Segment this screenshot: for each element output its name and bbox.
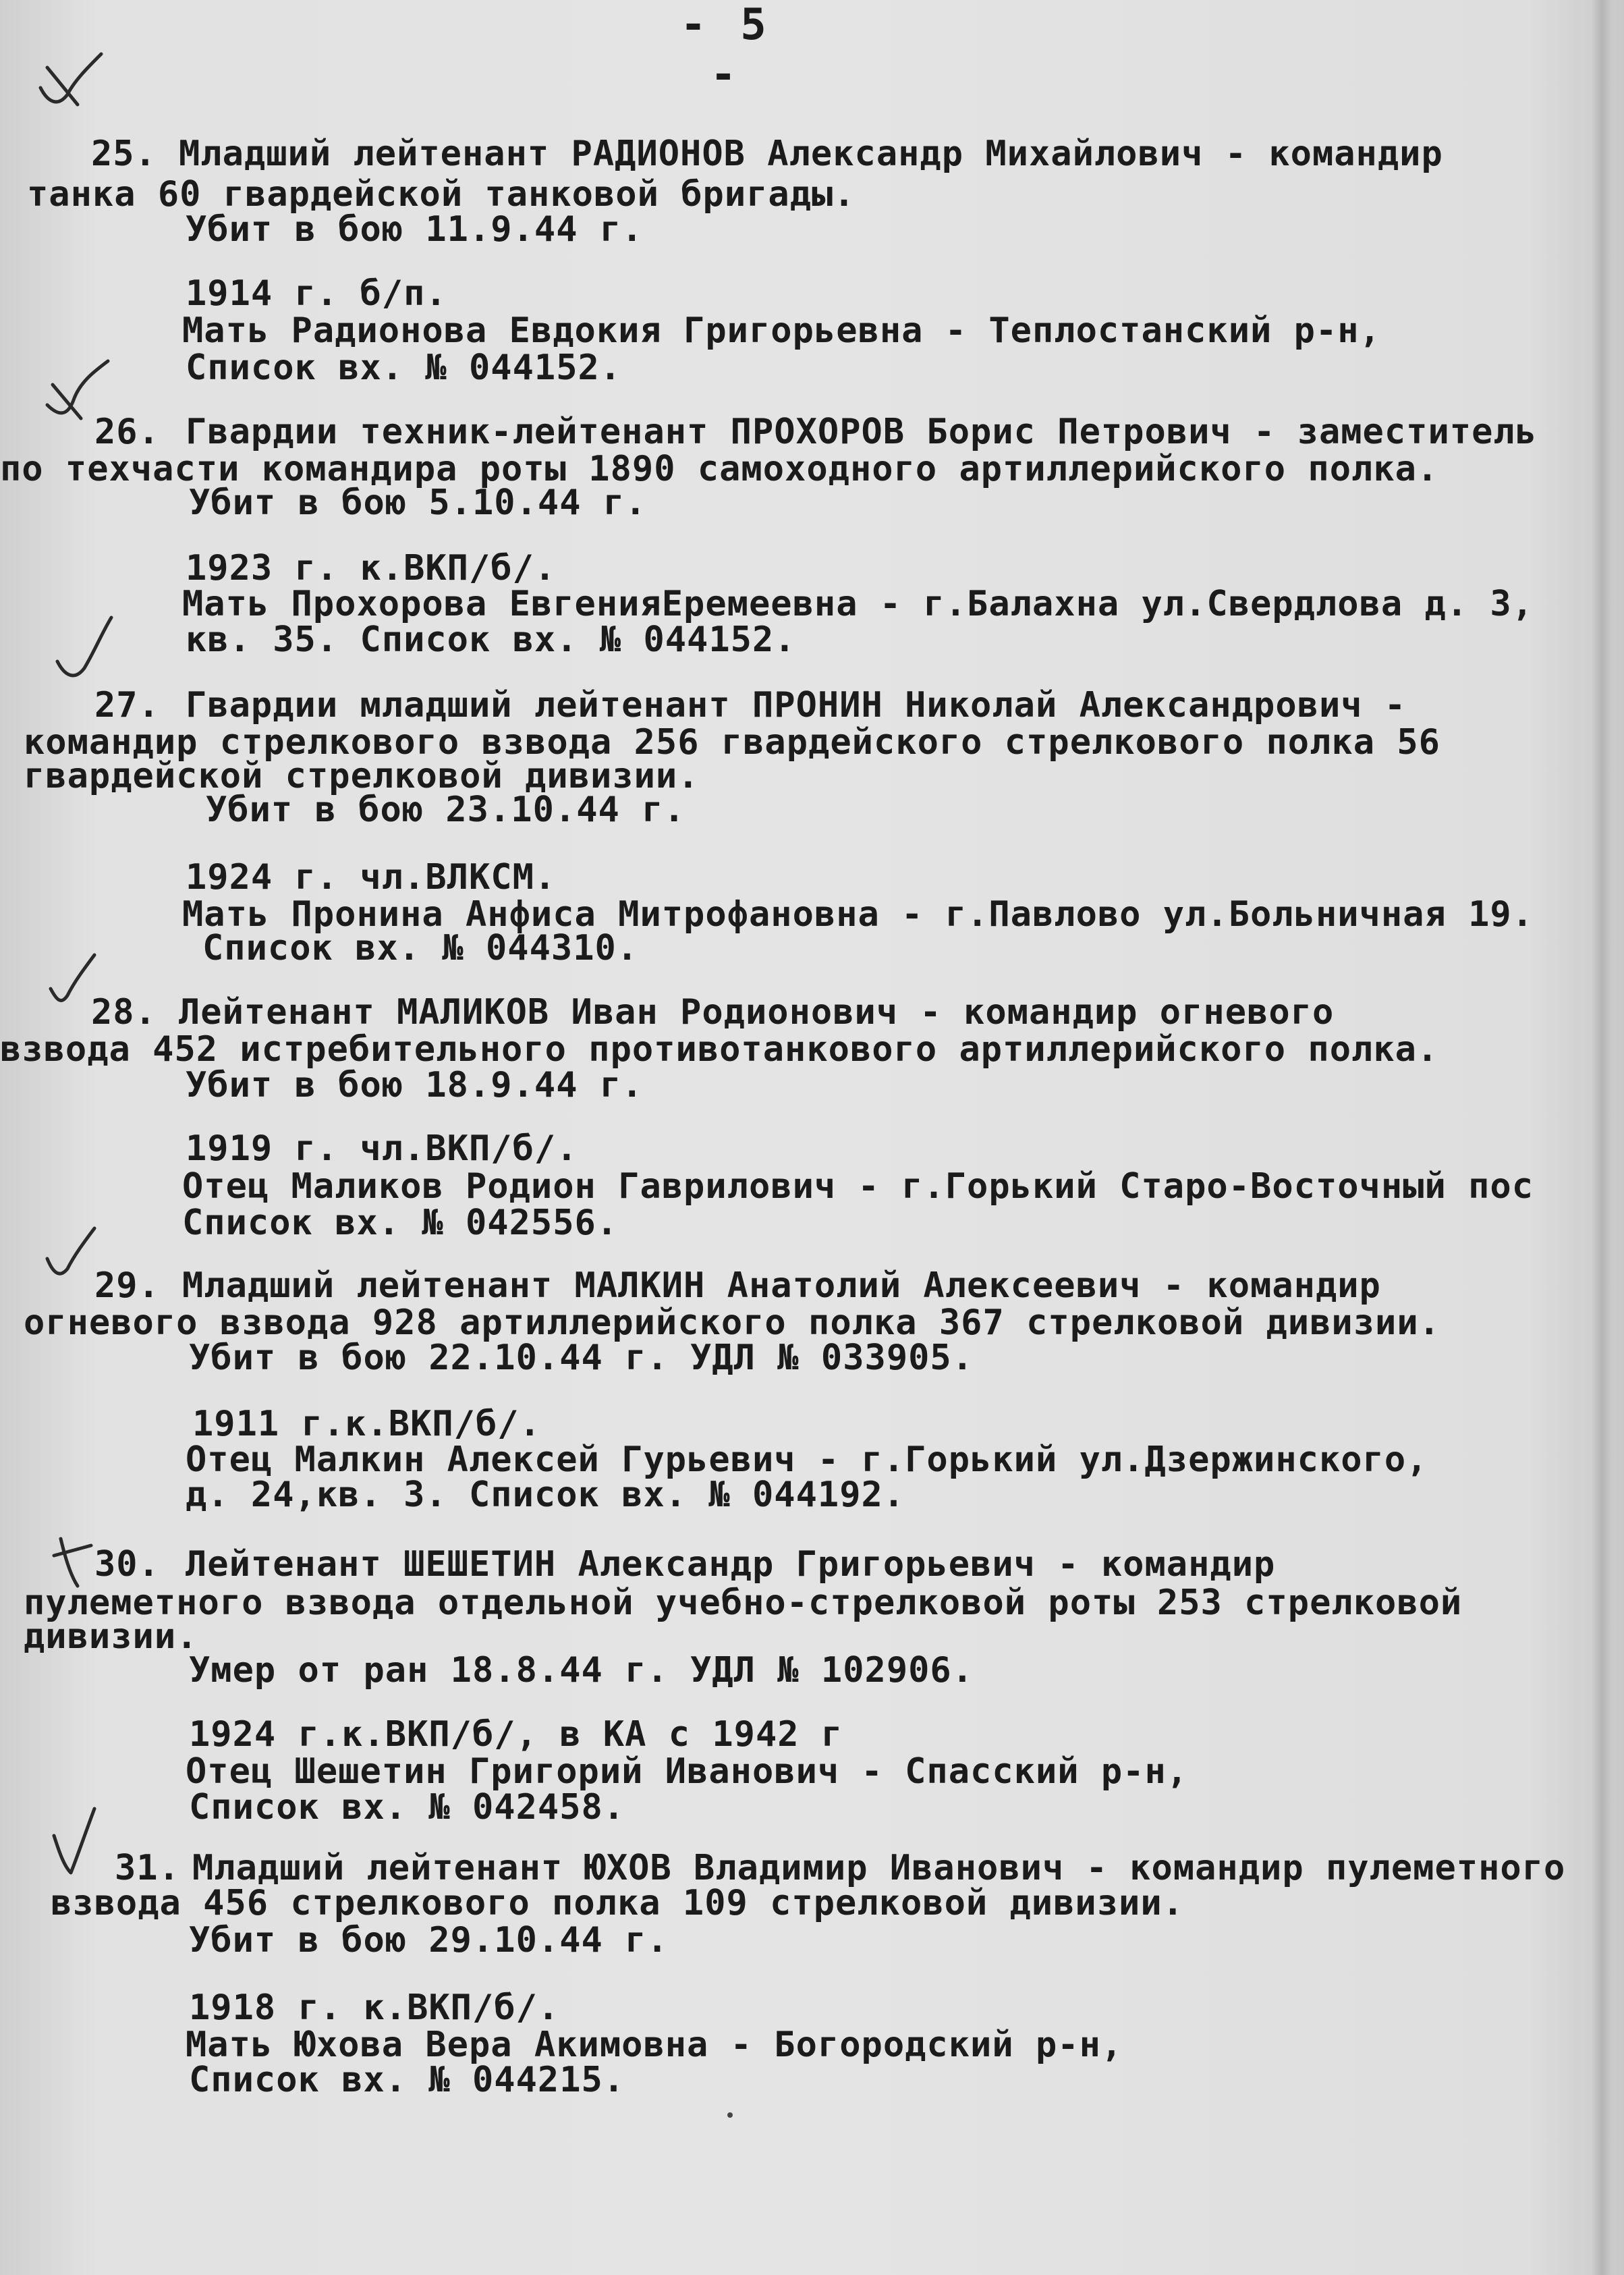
entry-heading: Лейтенант МАЛИКОВ Иван Родионович - командир огневого xyxy=(179,992,1335,1033)
entry-heading: Лейтенант ШЕШЕТИН Александр Григорьевич - командир xyxy=(186,1544,1276,1585)
entry-list-ref: кв. 35. Список вх. № 044152. xyxy=(186,620,796,660)
entry-relative: Отец Маликов Родион Гаврилович - г.Горький Старо-Восточный пос xyxy=(182,1166,1534,1207)
entry-death: Убит в бою 22.10.44 г. УДЛ № 033905. xyxy=(189,1338,974,1378)
entry-heading: Гвардии техник-лейтенант ПРОХОРОВ Борис Петрович - заместитель xyxy=(186,412,1538,452)
entry-heading: Младший лейтенант ЮХОВ Владимир Иванович - командир пулеметного xyxy=(192,1848,1566,1888)
entry-birth-party: 1911 г.к.ВКП/б/. xyxy=(192,1404,541,1444)
handwritten-check-mark xyxy=(44,611,125,692)
handwritten-check-mark xyxy=(27,40,108,121)
entry-relative: Отец Шешетин Григорий Иванович - Спасский р-н, xyxy=(186,1751,1189,1792)
entry-relative: Мать Прохорова ЕвгенияЕремеевна - г.Балахна ул.Свердлова д. 3, xyxy=(182,584,1534,624)
entry-number: 25. xyxy=(91,134,157,174)
entry-birth-party: 1918 г. к.ВКП/б/. xyxy=(189,1988,560,2028)
entry-death: Убит в бою 11.9.44 г. xyxy=(186,209,644,250)
entry-death: Убит в бою 23.10.44 г. xyxy=(206,790,685,830)
entry-death: Убит в бою 18.9.44 г. xyxy=(186,1065,644,1105)
entry-relative: Отец Малкин Алексей Гурьевич - г.Горький ул.Дзержинского, xyxy=(186,1440,1428,1480)
entry-unit: огневого взвода 928 артиллерийского полка 367 стрелковой дивизии. xyxy=(24,1303,1440,1343)
entry-birth-party: 1923 г. к.ВКП/б/. xyxy=(186,548,557,588)
entry-relative: Мать Юхова Вера Акимовна - Богородский р-н, xyxy=(186,2025,1123,2065)
entry-relative: Мать Пронина Анфиса Митрофановна - г.Павлово ул.Больничная 19. xyxy=(182,894,1534,935)
entry-birth-party: 1914 г. б/п. xyxy=(186,273,447,314)
entry-number: 31. xyxy=(115,1848,180,1888)
entry-unit: по техчасти командира роты 1890 самоходного артиллерийского полка. xyxy=(0,449,1439,489)
entry-list-ref: д. 24,кв. 3. Список вх. № 044192. xyxy=(186,1475,905,1515)
entry-unit-cont: дивизии. xyxy=(24,1616,198,1657)
entry-relative: Мать Радионова Евдокия Григорьевна - Теплостанский р-н, xyxy=(182,310,1381,351)
entry-list-ref: Список вх. № 044152. xyxy=(186,348,622,388)
entry-death: Убит в бою 5.10.44 г. xyxy=(189,483,647,523)
entry-unit: командир стрелкового взвода 256 гвардейского стрелкового полка 56 xyxy=(24,722,1440,763)
entry-unit-cont: гвардейской стрелковой дивизии. xyxy=(24,756,700,796)
entry-list-ref: Список вх. № 044310. xyxy=(202,928,639,968)
entry-unit: взвода 452 истребительного противотанкового артиллерийского полка. xyxy=(0,1029,1439,1070)
page-fold-shadow xyxy=(1592,0,1612,2275)
entry-number: 29. xyxy=(94,1265,160,1306)
page-number: - 5 - xyxy=(680,0,771,100)
entry-unit: танка 60 гвардейской танковой бригады. xyxy=(27,174,856,215)
ink-dot xyxy=(727,2112,733,2118)
entry-number: 28. xyxy=(91,992,157,1033)
entry-list-ref: Список вх. № 044215. xyxy=(189,2060,625,2100)
entry-list-ref: Список вх. № 042556. xyxy=(182,1203,619,1243)
entry-number: 30. xyxy=(94,1544,160,1585)
entry-heading: Младший лейтенант МАЛКИН Анатолий Алексеевич - командир xyxy=(182,1265,1381,1306)
entry-birth-party: 1924 г. чл.ВЛКСМ. xyxy=(186,857,557,898)
entry-number: 27. xyxy=(94,685,160,725)
handwritten-check-mark xyxy=(40,1802,121,1883)
entry-number: 26. xyxy=(94,412,160,452)
entry-birth-party: 1919 г. чл.ВКП/б/. xyxy=(186,1128,578,1169)
entry-list-ref: Список вх. № 042458. xyxy=(189,1787,625,1828)
entry-death: Убит в бою 29.10.44 г. xyxy=(189,1920,669,1961)
entry-heading: Гвардии младший лейтенант ПРОНИН Николай Александрович - xyxy=(186,685,1407,725)
entry-birth-party: 1924 г.к.ВКП/б/, в КА с 1942 г xyxy=(189,1714,843,1755)
entry-unit: пулеметного взвода отдельной учебно-стрелковой роты 253 стрелковой xyxy=(24,1583,1463,1623)
entry-unit: взвода 456 стрелкового полка 109 стрелковой дивизии. xyxy=(51,1883,1184,1923)
entry-heading: Младший лейтенант РАДИОНОВ Александр Михайлович - командир xyxy=(179,134,1443,174)
entry-death: Умер от ран 18.8.44 г. УДЛ № 102906. xyxy=(189,1650,974,1691)
